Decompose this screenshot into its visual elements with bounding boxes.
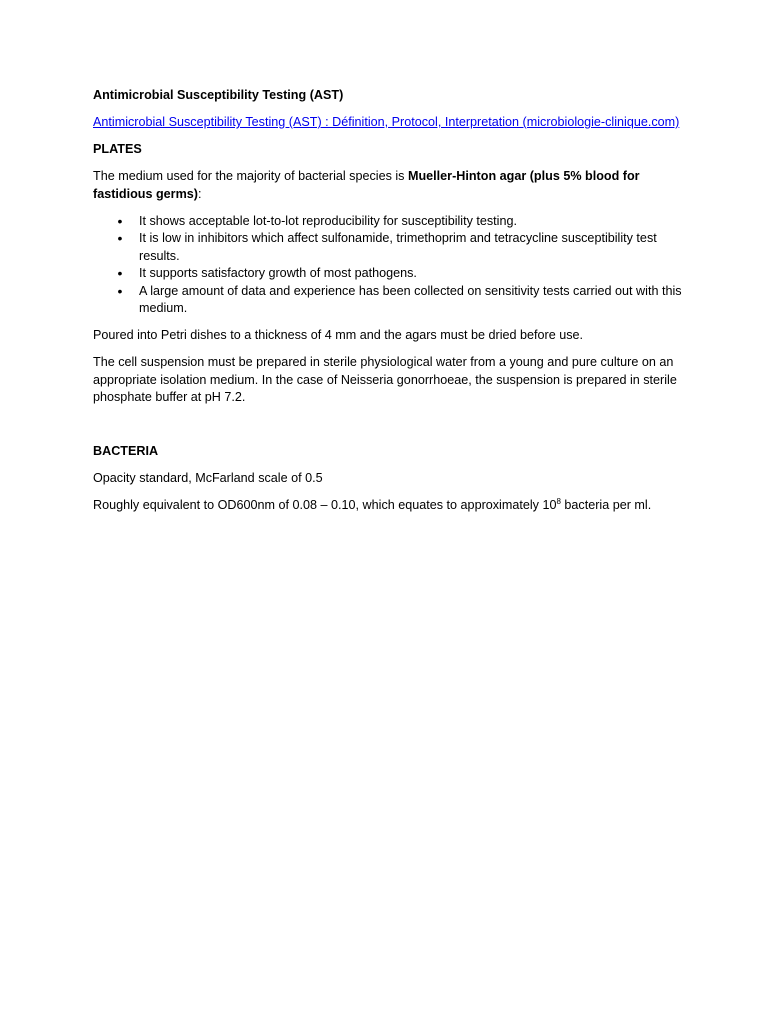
medium-paragraph (93, 168, 683, 203)
document-body (93, 87, 683, 524)
medium-bold-text: Mueller-Hinton agar (plus 5% blood for fastidious germs) (93, 169, 640, 201)
medium-end-text: : (197, 186, 202, 201)
medium-properties-list (93, 213, 683, 318)
bullet-icon: • (117, 265, 123, 281)
bullet-icon: • (117, 282, 123, 299)
od-exponent: 8 (556, 496, 561, 506)
bacteria-heading: BACTERIA (93, 444, 159, 458)
list-item-text: A large amount of data and experience has been collected on sensitivity tests carried out with this medium. (139, 283, 682, 315)
od-text-before: Roughly equivalent to OD600nm of 0.08 – 0.10, which equates to approximately 10 (93, 498, 557, 512)
list-item (117, 212, 683, 231)
od-paragraph (93, 497, 683, 515)
opacity-paragraph: Opacity standard, McFarland scale of 0.5 (93, 471, 323, 485)
document-title: Antimicrobial Susceptibility Testing (AST) (93, 88, 344, 102)
list-item-text: It supports satisfactory growth of most pathogens. (139, 266, 417, 280)
plates-heading: PLATES (93, 142, 142, 156)
list-item (117, 265, 683, 283)
list-item (117, 230, 683, 265)
poured-paragraph: Poured into Petri dishes to a thickness of 4 mm and the agars must be dried before use. (93, 328, 584, 342)
bullet-icon: • (117, 212, 123, 229)
reference-paragraph (93, 114, 683, 132)
list-item-text: It shows acceptable lot-to-lot reproducibility for susceptibility testing. (139, 213, 517, 228)
bullet-icon: • (117, 230, 123, 246)
list-item-text: It is low in inhibitors which affect sulfonamide, trimethoprim and tetracycline susceptibility test results. (139, 231, 657, 263)
suspension-paragraph: The cell suspension must be prepared in sterile physiological water from a young and pure culture on an appropriate isolation medium. In the case of Neisseria gonorrhoeae, the suspension is prepared in sterile phosphate buffer at pH 7.2. (93, 355, 677, 404)
blank-line (93, 416, 683, 434)
medium-intro-text: The medium used for the majority of bacterial species is (93, 169, 408, 183)
reference-link[interactable]: Antimicrobial Susceptibility Testing (AST) : Définition, Protocol, Interpretation (microbiologie-clinique.com) (93, 115, 680, 129)
list-item (117, 282, 683, 318)
od-text-after: bacteria per ml. (560, 498, 652, 512)
